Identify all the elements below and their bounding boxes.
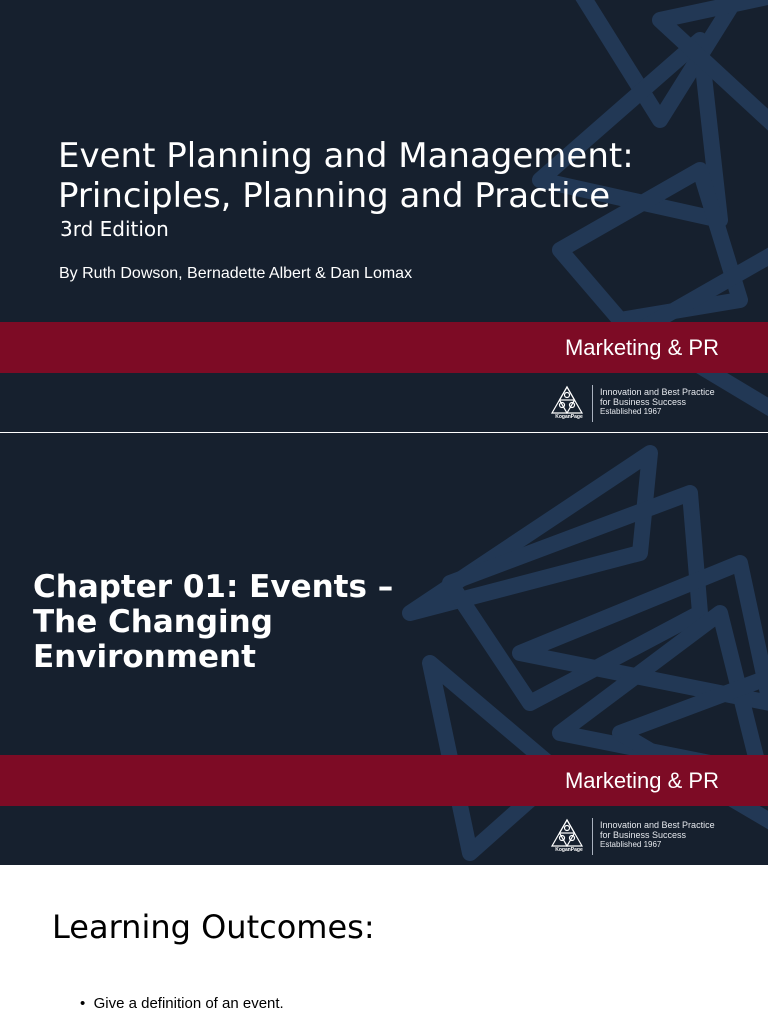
book-title-line2: Principles, Planning and Practice	[58, 176, 611, 216]
logo-tagline-line2: for Business Success	[600, 397, 687, 407]
logo-established: Established 1967	[600, 407, 662, 416]
category-label: Marketing & PR	[564, 768, 719, 793]
edition-label: 3rd Edition	[60, 217, 169, 241]
logo-tagline	[600, 387, 715, 417]
learning-outcomes-heading: Learning Outcomes:	[52, 908, 375, 946]
category-band	[0, 755, 768, 806]
logo-divider	[592, 818, 593, 855]
book-title-line1: Event Planning and Management:	[58, 136, 634, 176]
logo-tagline	[600, 820, 715, 850]
bullet-list	[80, 995, 284, 1012]
logo-established: Established 1967	[600, 840, 662, 849]
authors-line: By Ruth Dowson, Bernadette Albert & Dan Lomax	[59, 265, 413, 282]
logo-tagline-line1: Innovation and Best Practice	[600, 387, 715, 397]
title-slide	[0, 0, 768, 432]
learning-outcomes-slide	[0, 865, 768, 1025]
logo-divider	[592, 385, 593, 422]
publisher-logo	[549, 818, 729, 858]
chapter-title: Chapter 01: Events – The Changing Environment	[33, 569, 394, 675]
logo-brand-name: KoganPage	[555, 414, 583, 420]
book-title	[58, 136, 634, 216]
category-label: Marketing & PR	[564, 335, 719, 360]
logo-tagline-line2: for Business Success	[600, 830, 687, 840]
logo-brand-name: KoganPage	[555, 847, 583, 853]
logo-tagline-line1: Innovation and Best Practice	[600, 820, 715, 830]
publisher-logo	[549, 385, 729, 425]
chapter-slide	[0, 433, 768, 865]
bullet-marker: •	[80, 995, 94, 1012]
category-band	[0, 322, 768, 373]
bullet-item: Give a definition of an event.	[93, 995, 284, 1012]
